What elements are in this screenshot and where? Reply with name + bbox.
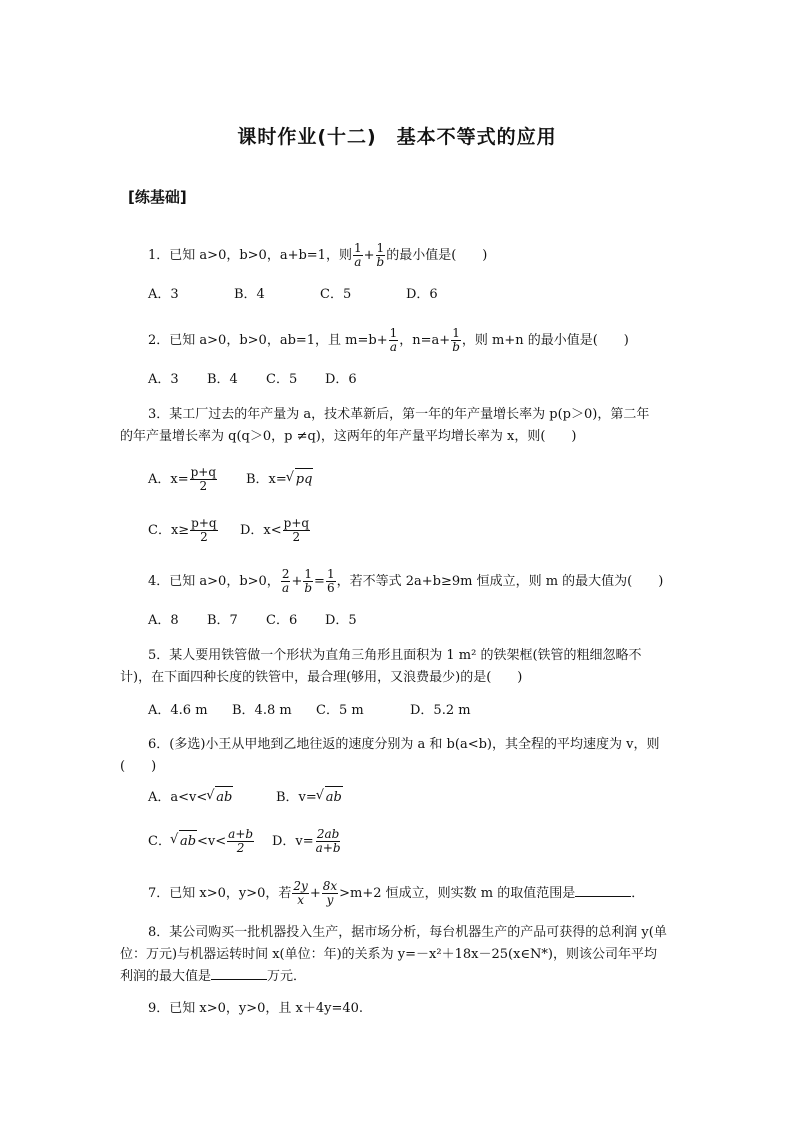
question-1: 1．已知 a>0，b>0，a+b=1，则 $\frac{1}{a}$ + $\frac{1}{b}$ 的最小值是( ) [148,241,488,269]
fraction-1-over-a: $\frac{1}{a}$ [389,326,398,354]
question-9: 9．已知 x>0，y>0，且 x＋4y=40. [148,1001,364,1016]
option-c[interactable]: C．5 [266,372,298,387]
option-b[interactable]: B．4 [234,287,265,302]
option-a[interactable]: A．3 [148,287,179,302]
option-c[interactable]: C．6 [266,613,298,628]
question-3-line-2: 的年产量增长率为 q(q＞0，p ≠q)，这两年的年产量平均增长率为 x，则( ) [120,429,577,444]
question-5-line-1: 5．某人要用铁管做一个形状为直角三角形且面积为 1 m² 的铁架框(铁管的粗细忽略不 [148,648,642,663]
question-5-options [148,700,688,722]
question-3-options-cd [148,517,688,544]
section-heading: [练基础] [128,188,187,206]
question-4-options [148,610,688,632]
option-a[interactable]: A．8 [148,613,179,628]
answer-blank[interactable] [575,883,631,897]
option-d[interactable]: D．6 [406,287,438,302]
option-d[interactable]: D．v= $\frac{2ab}{a+b}$ [272,827,341,855]
question-2: 2．已知 a>0，b>0，ab=1，且 m=b+ $\frac{1}{a}$ ，n=a+ $\frac{1}{b}$ ，则 m+n 的最小值是( ) [148,326,629,354]
option-d[interactable]: D．6 [325,372,357,387]
question-6-options-cd [148,828,688,855]
option-b[interactable]: B．4 [207,372,238,387]
question-8-line-2: 位：万元)与机器运转时间 x(单位：年)的关系为 y=－x²＋18x－25(x∈N*)，则该公司年平均 [120,947,657,962]
question-8-line-1: 8．某公司购买一批机器投入生产，据市场分析，每台机器生产的产品可获得的总利润 y(单 [148,925,667,940]
option-a[interactable]: A．3 [148,372,179,387]
option-a[interactable]: A．x= $\frac{p+q}{2}$ [148,465,217,493]
question-6-options-ab [148,786,688,809]
option-c[interactable]: C．x≥ $\frac{p+q}{2}$ [148,516,217,544]
question-5-line-2: 计)，在下面四种长度的铁管中，最合理(够用，又浪费最少)的是( ) [120,670,523,685]
option-c[interactable]: C．√ ab<v< $\frac{a+b}{2}$ [148,828,272,855]
option-b[interactable]: B．4.8 m [232,703,292,718]
question-8-line-3: 利润的最大值是 万元． [120,966,660,988]
option-b[interactable]: B．7 [207,613,238,628]
option-c[interactable]: C．5 m [316,703,364,718]
fraction-1-over-b: $\frac{1}{b}$ [376,241,385,269]
page-title: 课时作业(十二) 基本不等式的应用 [237,126,557,148]
question-2-options [148,369,688,391]
option-b[interactable]: B．v=√ ab [276,786,343,809]
fraction-1-over-a: $\frac{1}{a}$ [353,241,362,269]
question-6-line-1: 6．(多选)小王从甲地到乙地往返的速度分别为 a 和 b(a<b)，其全程的平均速度为 v，则 [148,737,660,752]
question-4: 4．已知 a>0，b>0， $\frac{2}{a}$ + $\frac{1}{b}$ = $\frac{1}{6}$ ，若不等式 2a+b≥9m 恒成立，则 m 的最大值为( ) [148,567,664,595]
option-d[interactable]: D．5.2 m [410,703,471,718]
option-d[interactable]: D．5 [325,613,357,628]
answer-blank[interactable] [211,966,267,980]
question-3-line-1: 3．某工厂过去的年产量为 a，技术革新后，第一年的年产量增长率为 p(p＞0)，第二年 [148,407,650,422]
question-7: 7．已知 x>0，y>0，若 $\frac{2y}{x}$ + $\frac{8x}{y}$ >m+2 恒成立，则实数 m 的取值范围是 ． [148,879,645,907]
fraction-1-over-b: $\frac{1}{b}$ [452,326,460,354]
option-a[interactable]: A．a<v<√ ab [148,786,276,809]
option-a[interactable]: A．4.6 m [148,703,208,718]
option-c[interactable]: C．5 [320,287,352,302]
option-d[interactable]: D．x< $\frac{p+q}{2}$ [240,516,310,544]
option-b[interactable]: B．x=√ pq [246,468,313,491]
question-1-options [148,284,688,306]
question-3-options-ab [148,466,688,493]
question-6-line-2: ( ) [120,759,157,774]
